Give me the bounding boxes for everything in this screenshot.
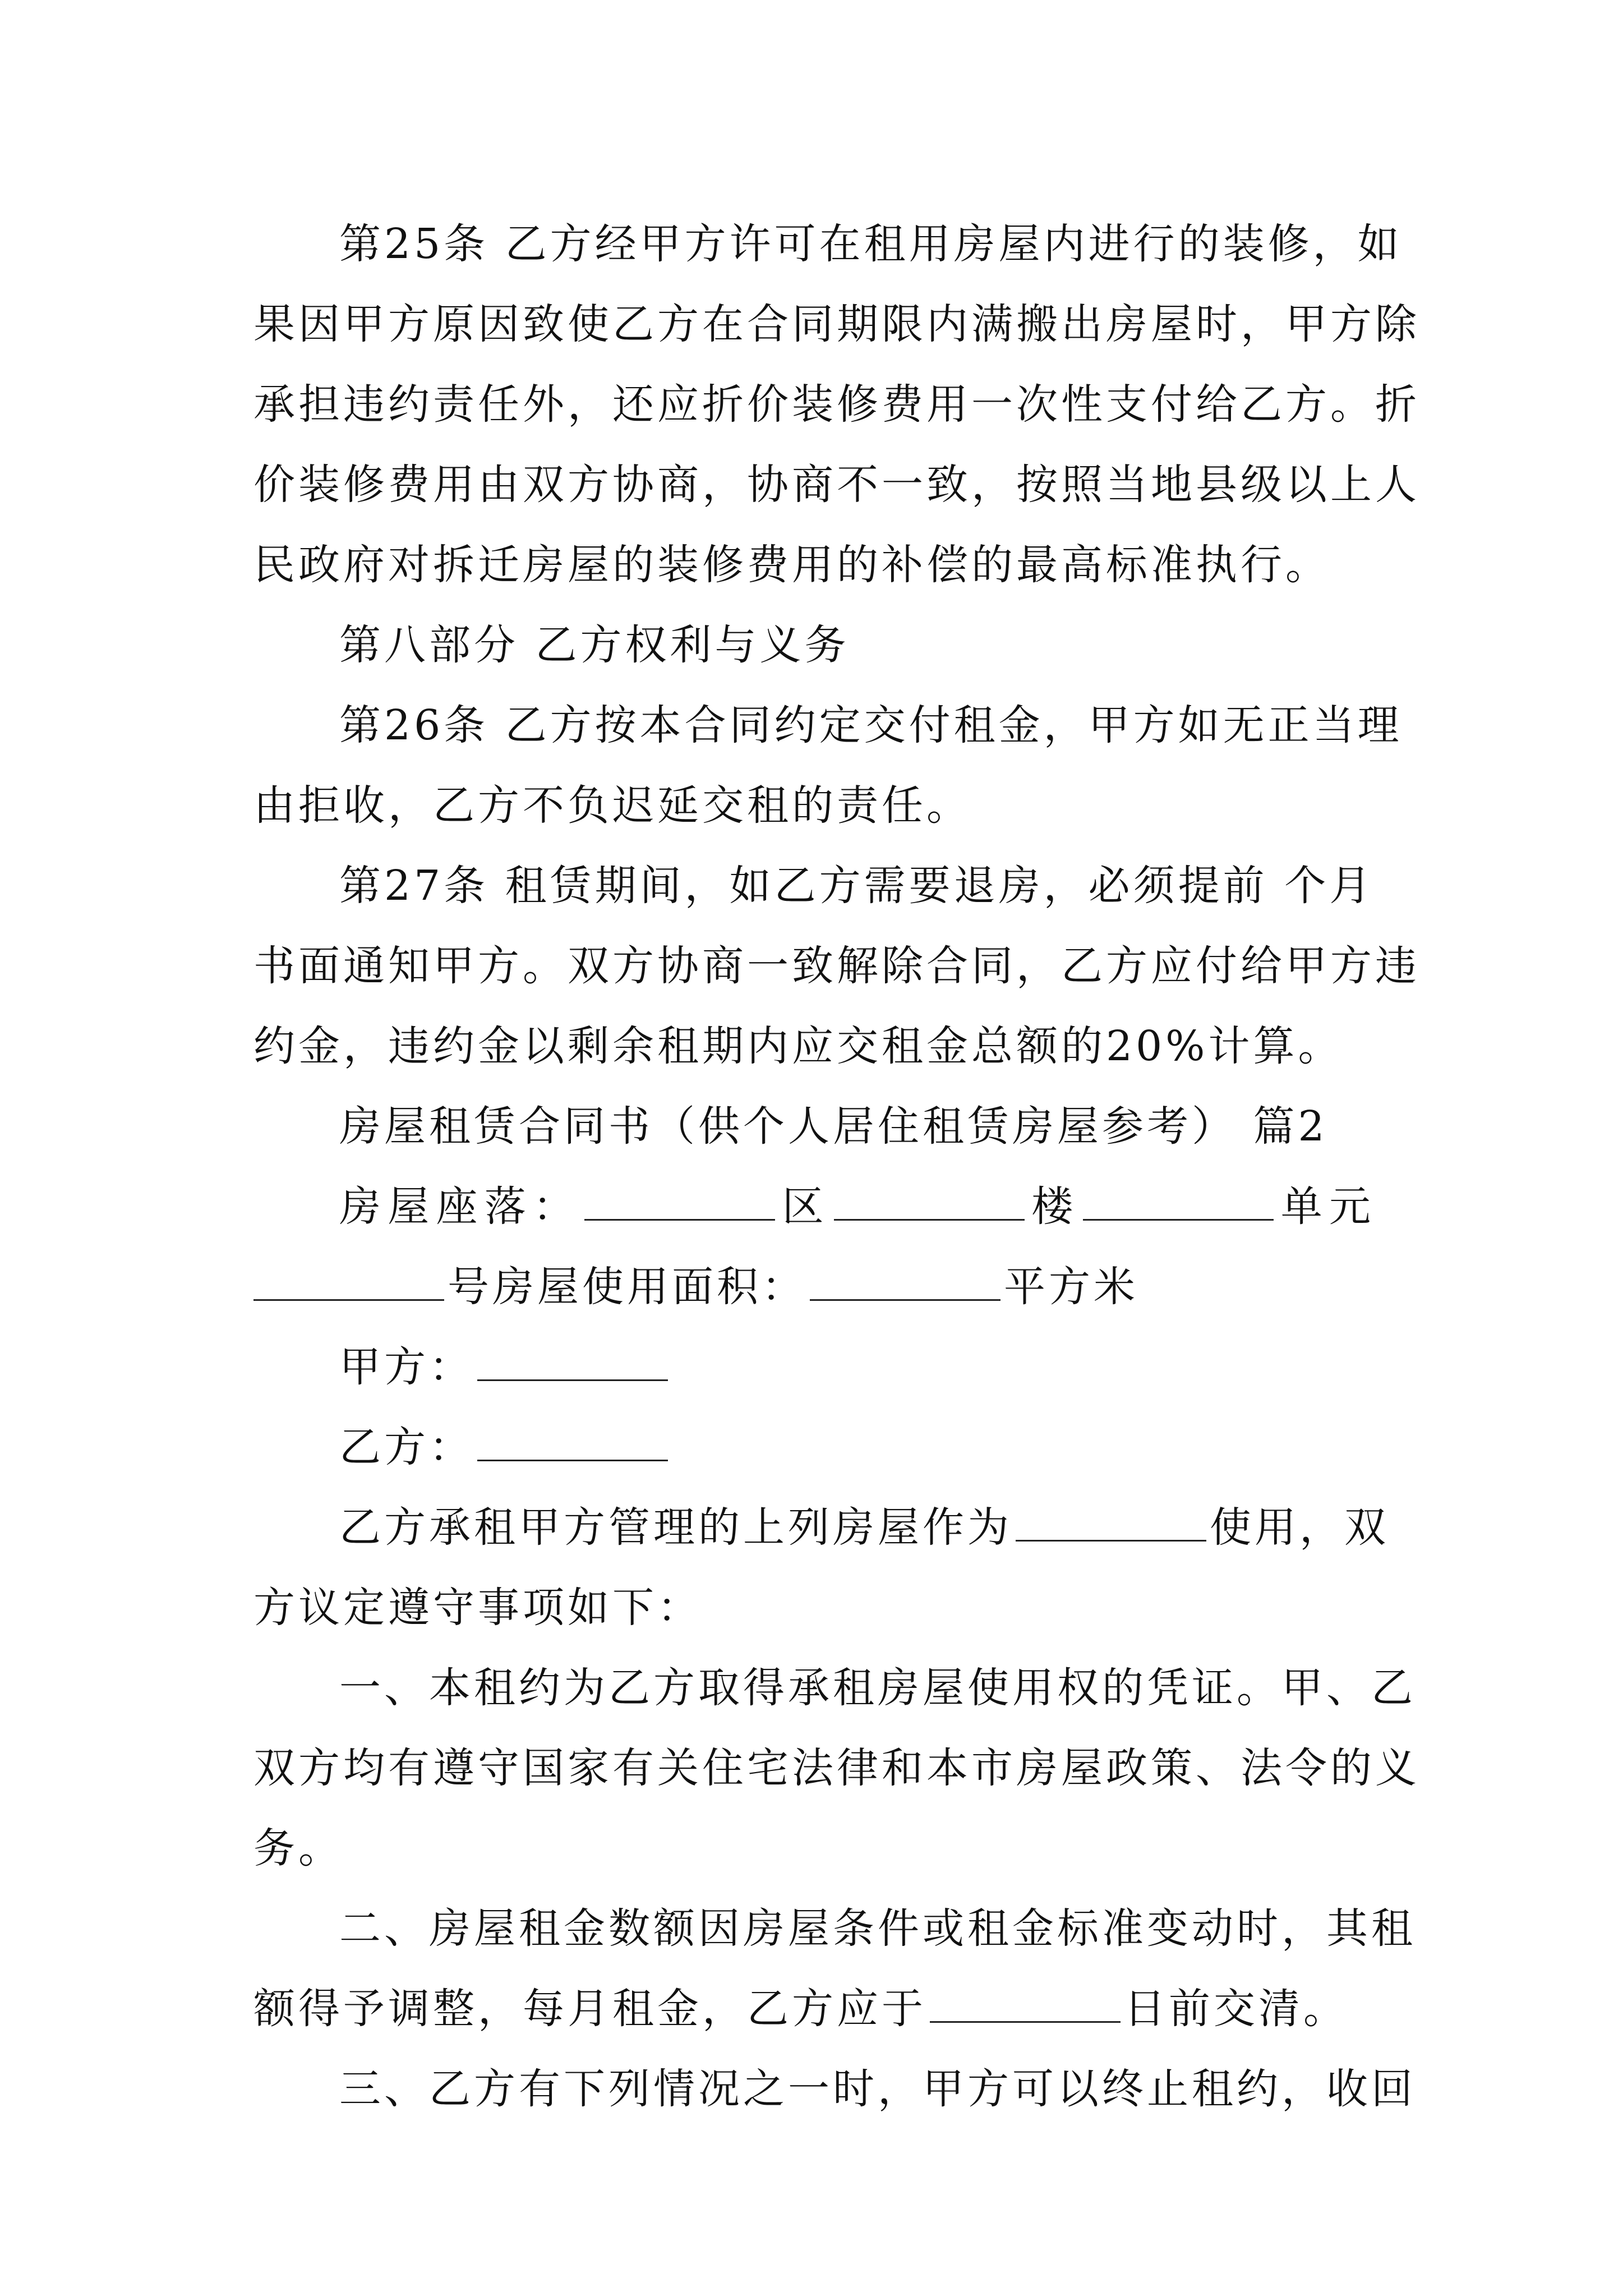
article-25-line-2: 果因甲方原因致使乙方在合同期限内满搬出房屋时，甲方除 bbox=[253, 300, 1420, 348]
clause-1-line-2: 双方均有遵守国家有关住宅法律和本市房屋政策、法令的义 bbox=[253, 1744, 1420, 1792]
usage-blank bbox=[1016, 1505, 1206, 1542]
article-25-line-3: 承担违约责任外，还应折价装修费用一次性支付给乙方。折 bbox=[253, 380, 1420, 429]
clause-2-line-2 bbox=[253, 1981, 1348, 2037]
party-a-label: 甲方： bbox=[339, 1343, 474, 1391]
clause-2-after: 日前交清。 bbox=[1124, 1985, 1348, 2033]
clause-2-line-1: 二、房屋租金数额因房屋条件或租金标准变动时，其租 bbox=[339, 1904, 1416, 1953]
clause-1-line-1: 一、本租约为乙方取得承租房屋使用权的凭证。甲、乙 bbox=[339, 1664, 1416, 1712]
usage-after: 使用，双 bbox=[1210, 1503, 1389, 1552]
unit-blank bbox=[1083, 1184, 1274, 1221]
number-area-label: 号房屋使用面积： bbox=[448, 1263, 806, 1311]
article-26-line-2: 由拒收，乙方不负迟延交租的责任。 bbox=[253, 781, 971, 830]
clause-1-line-3: 务。 bbox=[253, 1824, 343, 1872]
usage-line-1 bbox=[339, 1499, 1389, 1556]
usage-line-2: 方议定遵守事项如下： bbox=[253, 1584, 702, 1632]
building-label: 楼 bbox=[1027, 1182, 1080, 1231]
party-b-blank bbox=[477, 1425, 668, 1461]
payment-day-blank bbox=[930, 1986, 1121, 2023]
article-25-line-1: 第25条 乙方经甲方许可在租用房屋内进行的装修，如 bbox=[339, 220, 1403, 268]
contract-2-title: 房屋租赁合同书（供个人居住租赁房屋参考） 篇2 bbox=[339, 1102, 1328, 1151]
part-8-heading: 第八部分 乙方权利与义务 bbox=[339, 621, 850, 669]
article-27-line-1: 第27条 租赁期间，如乙方需要退房，必须提前 个月 bbox=[339, 862, 1375, 910]
article-25-line-4: 价装修费用由双方协商，协商不一致，按照当地县级以上人 bbox=[253, 461, 1420, 509]
article-26-line-1: 第26条 乙方按本合同约定交付租金，甲方如无正当理 bbox=[339, 701, 1403, 749]
sqm-label: 平方米 bbox=[1004, 1263, 1138, 1311]
clause-3-line-1: 三、乙方有下列情况之一时，甲方可以终止租约，收回 bbox=[339, 2065, 1416, 2113]
party-a-line bbox=[339, 1339, 671, 1395]
district-blank bbox=[584, 1184, 775, 1221]
party-b-line bbox=[339, 1419, 671, 1475]
location-line-1 bbox=[339, 1179, 1374, 1235]
clause-2-before: 额得予调整，每月租金，乙方应于 bbox=[253, 1985, 926, 2033]
area-blank bbox=[810, 1264, 1000, 1301]
building-blank bbox=[834, 1184, 1025, 1221]
unit-label: 单元 bbox=[1277, 1182, 1375, 1231]
article-27-line-3: 约金，违约金以剩余租期内应交租金总额的20%计算。 bbox=[253, 1022, 1343, 1070]
party-a-blank bbox=[477, 1345, 668, 1381]
location-line-2 bbox=[253, 1259, 1138, 1315]
party-b-label: 乙方： bbox=[339, 1423, 474, 1471]
district-label: 区 bbox=[778, 1182, 831, 1231]
usage-before: 乙方承租甲方管理的上列房屋作为 bbox=[339, 1503, 1012, 1552]
number-blank bbox=[253, 1264, 444, 1301]
article-25-line-5: 民政府对拆迁房屋的装修费用的补偿的最高标准执行。 bbox=[253, 541, 1330, 589]
location-label: 房屋座落： bbox=[339, 1182, 582, 1231]
article-27-line-2: 书面通知甲方。双方协商一致解除合同，乙方应付给甲方违 bbox=[253, 942, 1420, 990]
